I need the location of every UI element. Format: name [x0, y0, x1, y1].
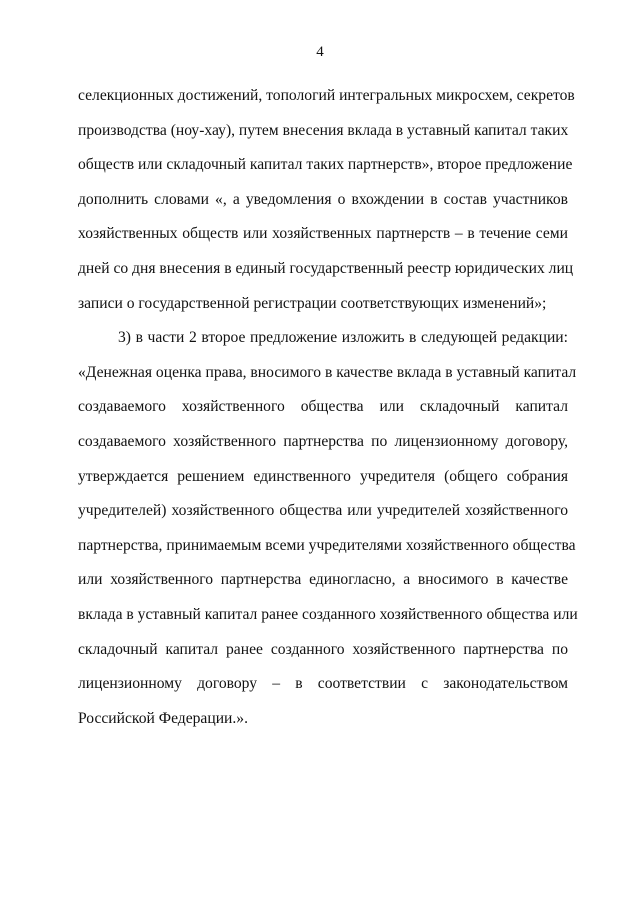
document-body — [78, 79, 578, 736]
text-line: учредителей) хозяйственного общества или учредителей хозяйственного — [78, 502, 568, 520]
text-line: «Денежная оценка права, вносимого в качестве вклада в уставный капитал — [78, 363, 577, 381]
text-line: дней со дня внесения в единый государственный реестр юридических лиц — [78, 259, 574, 277]
text-line: хозяйственных обществ или хозяйственных партнерств – в течение семи — [78, 225, 568, 243]
text-line: или хозяйственного партнерства единогласно, а вносимого в качестве — [78, 571, 568, 589]
text-line: создаваемого хозяйственного общества или складочный капитал — [78, 398, 568, 416]
paragraph — [78, 321, 578, 736]
text-line: производства (ноу-хау), путем внесения вклада в уставный капитал таких — [78, 121, 569, 139]
paragraph — [78, 79, 575, 321]
text-line: записи о государственной регистрации соответствующих изменений»; — [78, 294, 547, 312]
text-line: Российской Федерации.». — [78, 709, 248, 727]
text-line: дополнить словами «, а уведомления о вхождении в состав участников — [78, 190, 568, 208]
text-line: партнерства, принимаемым всеми учредителями хозяйственного общества — [78, 536, 576, 554]
text-line: вклада в уставный капитал ранее созданного хозяйственного общества или — [78, 605, 578, 623]
text-line: обществ или складочный капитал таких партнерств», второе предложение — [78, 156, 573, 174]
text-line: создаваемого хозяйственного партнерства по лицензионному договору, — [78, 432, 568, 450]
text-line: 3) в части 2 второе предложение изложить в следующей редакции: — [118, 329, 568, 347]
text-line: складочный капитал ранее созданного хозяйственного партнерства по — [78, 640, 568, 658]
text-line: лицензионному договору – в соответствии с законодательством — [78, 675, 568, 693]
text-line: селекционных достижений, топологий интегральных микросхем, секретов — [78, 87, 575, 104]
text-line: утверждается решением единственного учредителя (общего собрания — [78, 467, 568, 485]
page-number: 4 — [316, 44, 324, 60]
